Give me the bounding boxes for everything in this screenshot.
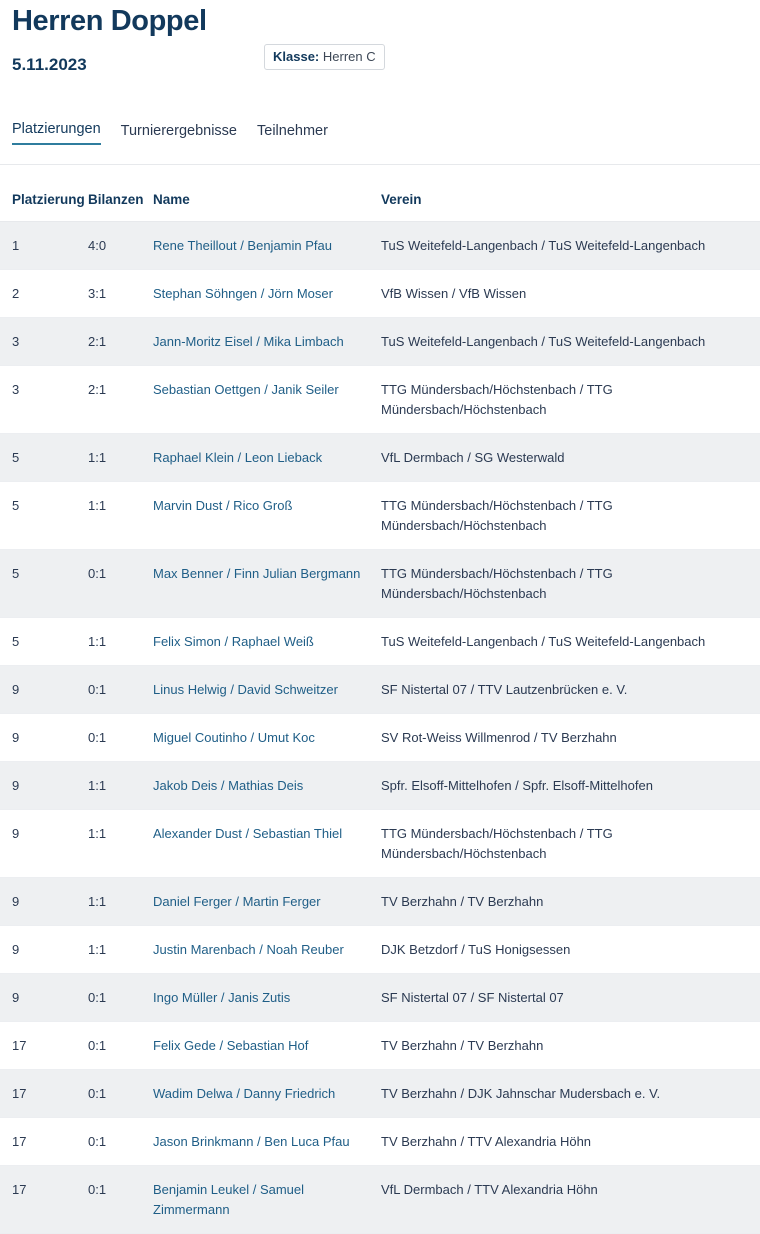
cell-platzierung: 5 <box>12 634 20 649</box>
cell-name <box>153 236 381 256</box>
cell-verein: TuS Weitefeld-Langenbach / TuS Weitefeld-Langenbach <box>381 634 706 649</box>
cell-verein: VfL Dermbach / SG Westerwald <box>381 450 565 465</box>
cell-platzierung: 3 <box>12 382 20 397</box>
cell-bilanzen: 1:1 <box>88 826 107 841</box>
cell-bilanzen: 0:1 <box>88 1134 107 1149</box>
cell-bilanzen: 0:1 <box>88 1182 107 1197</box>
cell-verein: TV Berzhahn / DJK Jahnschar Mudersbach e. V. <box>381 1086 661 1101</box>
cell-verein: Spfr. Elsoff-Mittelhofen / Spfr. Elsoff-Mittelhofen <box>381 778 653 793</box>
cell-bilanzen: 0:1 <box>88 1086 107 1101</box>
cell-platzierung: 9 <box>12 942 20 957</box>
cell-bilanzen: 1:1 <box>88 450 107 465</box>
cell-verein: TTG Mündersbach/Höchstenbach / TTG Mündersbach/Höchstenbach <box>381 382 613 417</box>
cell-verein: SV Rot-Weiss Willmenrod / TV Berzhahn <box>381 730 617 745</box>
cell-verein: VfL Dermbach / TTV Alexandria Höhn <box>381 1182 598 1197</box>
cell-bilanzen: 0:1 <box>88 730 107 745</box>
player-pair-link[interactable]: Sebastian Oettgen / Janik Seiler <box>153 382 339 397</box>
cell-name <box>153 940 381 960</box>
cell-name <box>153 632 381 652</box>
table-row <box>0 434 760 482</box>
table-row <box>0 714 760 762</box>
table-row <box>0 878 760 926</box>
table-row <box>0 926 760 974</box>
player-pair-link[interactable]: Alexander Dust / Sebastian Thiel <box>153 826 343 841</box>
table-row <box>0 762 760 810</box>
cell-platzierung: 5 <box>12 498 20 513</box>
cell-name <box>153 1036 381 1056</box>
column-header-verein: Verein <box>381 192 422 207</box>
cell-name <box>153 680 381 700</box>
column-header-platzierung: Platzierung <box>12 192 85 207</box>
cell-verein: SF Nistertal 07 / SF Nistertal 07 <box>381 990 564 1005</box>
tab-bar <box>0 121 760 145</box>
cell-verein: SF Nistertal 07 / TTV Lautzenbrücken e. V. <box>381 682 628 697</box>
player-pair-link[interactable]: Linus Helwig / David Schweitzer <box>153 682 338 697</box>
cell-platzierung: 5 <box>12 566 20 581</box>
cell-name <box>153 284 381 304</box>
cell-name <box>153 988 381 1008</box>
table-row <box>0 1070 760 1118</box>
column-header-name: Name <box>153 192 190 207</box>
cell-platzierung: 9 <box>12 826 20 841</box>
cell-name <box>153 496 381 516</box>
cell-name <box>153 1132 381 1152</box>
cell-bilanzen: 0:1 <box>88 1038 107 1053</box>
column-header-bilanzen: Bilanzen <box>88 192 144 207</box>
player-pair-link[interactable]: Felix Simon / Raphael Weiß <box>153 634 314 649</box>
cell-bilanzen: 2:1 <box>88 382 107 397</box>
table-row <box>0 222 760 270</box>
cell-platzierung: 17 <box>12 1086 27 1101</box>
cell-name <box>153 564 381 584</box>
player-pair-link[interactable]: Rene Theillout / Benjamin Pfau <box>153 238 332 253</box>
cell-platzierung: 3 <box>12 334 20 349</box>
table-row <box>0 482 760 550</box>
table-row <box>0 1166 760 1234</box>
player-pair-link[interactable]: Marvin Dust / Rico Groß <box>153 498 293 513</box>
table-row <box>0 1022 760 1070</box>
player-pair-link[interactable]: Benjamin Leukel / Samuel Zimmermann <box>153 1182 305 1217</box>
cell-platzierung: 5 <box>12 450 20 465</box>
player-pair-link[interactable]: Jann-Moritz Eisel / Mika Limbach <box>153 334 344 349</box>
table-header-row <box>0 165 760 222</box>
cell-verein: TTG Mündersbach/Höchstenbach / TTG Mündersbach/Höchstenbach <box>381 566 613 601</box>
results-table <box>0 165 760 1234</box>
cell-bilanzen: 1:1 <box>88 942 107 957</box>
cell-name <box>153 380 381 400</box>
cell-bilanzen: 2:1 <box>88 334 107 349</box>
class-badge-value: Herren C <box>322 49 376 64</box>
cell-name <box>153 728 381 748</box>
cell-platzierung: 9 <box>12 778 20 793</box>
cell-platzierung: 9 <box>12 894 20 909</box>
cell-name <box>153 332 381 352</box>
table-row <box>0 270 760 318</box>
cell-name <box>153 892 381 912</box>
player-pair-link[interactable]: Stephan Söhngen / Jörn Moser <box>153 286 333 301</box>
player-pair-link[interactable]: Justin Marenbach / Noah Reuber <box>153 942 344 957</box>
table-row <box>0 974 760 1022</box>
cell-verein: TTG Mündersbach/Höchstenbach / TTG Mündersbach/Höchstenbach <box>381 498 613 533</box>
cell-verein: VfB Wissen / VfB Wissen <box>381 286 527 301</box>
class-badge <box>264 44 385 70</box>
class-badge-label: Klasse: <box>273 49 320 64</box>
player-pair-link[interactable]: Ingo Müller / Janis Zutis <box>153 990 291 1005</box>
player-pair-link[interactable]: Felix Gede / Sebastian Hof <box>153 1038 309 1053</box>
table-row <box>0 550 760 618</box>
cell-bilanzen: 1:1 <box>88 498 107 513</box>
cell-verein: TTG Mündersbach/Höchstenbach / TTG Mündersbach/Höchstenbach <box>381 826 613 861</box>
table-row <box>0 810 760 878</box>
cell-name <box>153 824 381 844</box>
player-pair-link[interactable]: Miguel Coutinho / Umut Koc <box>153 730 315 745</box>
cell-platzierung: 2 <box>12 286 20 301</box>
cell-platzierung: 9 <box>12 682 20 697</box>
cell-name <box>153 776 381 796</box>
cell-bilanzen: 1:1 <box>88 778 107 793</box>
cell-platzierung: 17 <box>12 1134 27 1149</box>
table-row <box>0 666 760 714</box>
player-pair-link[interactable]: Jason Brinkmann / Ben Luca Pfau <box>153 1134 350 1149</box>
tournament-date: 5.11.2023 <box>12 55 87 74</box>
player-pair-link[interactable]: Daniel Ferger / Martin Ferger <box>153 894 321 909</box>
cell-verein: DJK Betzdorf / TuS Honigsessen <box>381 942 571 957</box>
tab-teilnehmer[interactable]: Teilnehmer <box>257 123 328 139</box>
player-pair-link[interactable]: Jakob Deis / Mathias Deis <box>153 778 304 793</box>
player-pair-link[interactable]: Wadim Delwa / Danny Friedrich <box>153 1086 336 1101</box>
cell-bilanzen: 1:1 <box>88 634 107 649</box>
table-row <box>0 366 760 434</box>
cell-name <box>153 1180 381 1220</box>
cell-bilanzen: 0:1 <box>88 990 107 1005</box>
table-row <box>0 318 760 366</box>
cell-platzierung: 9 <box>12 990 20 1005</box>
cell-name <box>153 448 381 468</box>
cell-platzierung: 1 <box>12 238 20 253</box>
cell-bilanzen: 0:1 <box>88 566 107 581</box>
player-pair-link[interactable]: Max Benner / Finn Julian Bergmann <box>153 566 361 581</box>
cell-platzierung: 17 <box>12 1182 27 1197</box>
cell-platzierung: 17 <box>12 1038 27 1053</box>
cell-bilanzen: 1:1 <box>88 894 107 909</box>
cell-bilanzen: 3:1 <box>88 286 107 301</box>
cell-name <box>153 1084 381 1104</box>
table-body <box>0 222 760 1234</box>
cell-verein: TV Berzhahn / TTV Alexandria Höhn <box>381 1134 592 1149</box>
cell-platzierung: 9 <box>12 730 20 745</box>
cell-bilanzen: 4:0 <box>88 238 107 253</box>
player-pair-link[interactable]: Raphael Klein / Leon Lieback <box>153 450 323 465</box>
page-header <box>0 0 760 75</box>
cell-bilanzen: 0:1 <box>88 682 107 697</box>
cell-verein: TV Berzhahn / TV Berzhahn <box>381 1038 544 1053</box>
tab-platzierungen[interactable]: Platzierungen <box>12 121 101 145</box>
cell-verein: TuS Weitefeld-Langenbach / TuS Weitefeld-Langenbach <box>381 334 706 349</box>
cell-verein: TuS Weitefeld-Langenbach / TuS Weitefeld-Langenbach <box>381 238 706 253</box>
table-row <box>0 618 760 666</box>
tab-turnierergebnisse[interactable]: Turnierergebnisse <box>120 123 237 139</box>
page-title: Herren Doppel <box>12 5 207 37</box>
table-row <box>0 1118 760 1166</box>
cell-verein: TV Berzhahn / TV Berzhahn <box>381 894 544 909</box>
